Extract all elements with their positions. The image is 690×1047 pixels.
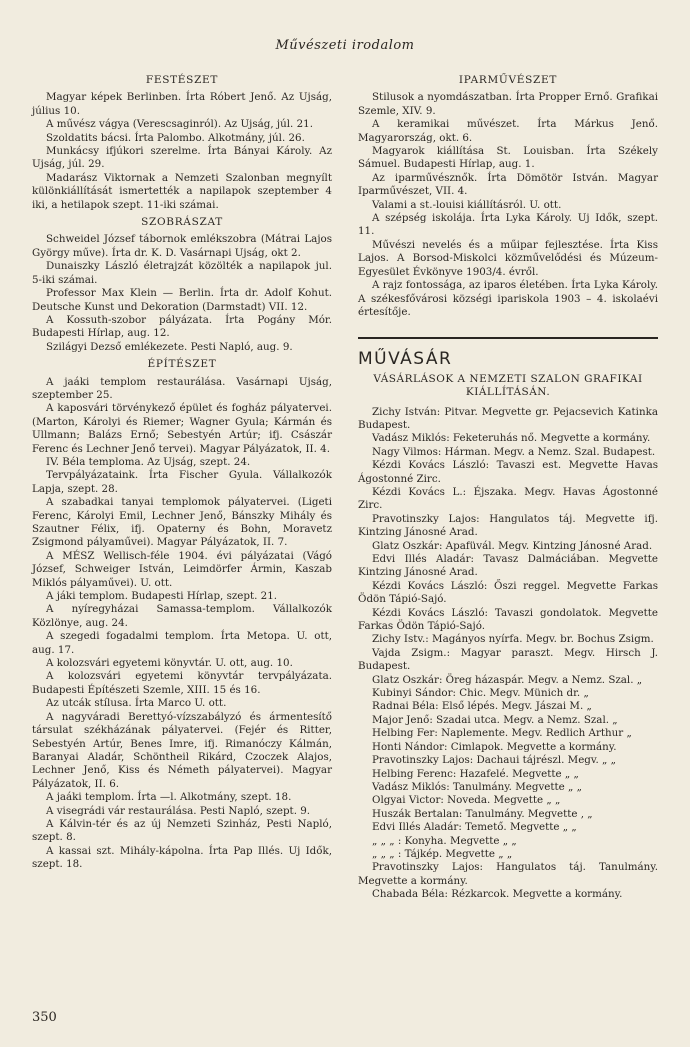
bibliography-entry: A kolozsvári egyetemi könyvtár. U. ott, aug. 10. xyxy=(46,657,293,670)
purchase-entry: Honti Nándor: Cimlapok. Megvette a kormány. xyxy=(372,740,617,753)
purchase-entry: Nagy Vilmos: Hárman. Megv. a Nemz. Szal. Budapest. xyxy=(372,445,656,458)
purchase-entry: Edvi Illés Aladár: Tavasz Dalmáciában. Megvette Kintzing Jánosné Arad. xyxy=(358,553,658,579)
purchase-entry: Glatz Oszkár: Apafüvál. Megv. Kintzing Jánosné Arad. xyxy=(372,539,653,552)
purchase-entry: Kubinyi Sándor: Chic. Megv. Münich dr. „ xyxy=(372,687,589,700)
bibliography-entry: Madarász Viktornak a Nemzeti Szalonban megnyílt különkiállítását ismertették a napilapok szeptember 4 iki, a hetilapok szept. 11-iki számai. xyxy=(32,171,332,211)
left-column xyxy=(32,70,332,872)
purchase-entry: Zichy Istv.: Magányos nyírfa. Megv. br. Bochus Zsigm. xyxy=(372,633,654,646)
bibliography-entry: A rajz fontossága, az iparos életében. Írta Lyka Károly. A székesfővárosi községi ipariskola 1903 – 4. iskolaévi értesítője. xyxy=(358,279,658,318)
purchase-entry: Major Jenő: Szadai utca. Megv. a Nemz. Szal. „ xyxy=(372,713,618,726)
bibliography-entry: Művészi nevelés és a műipar fejlesztése. Írta Kiss Lajos. A Borsod-Miskolci közművelődési és Múzeum-Egyesület Évkönyve 1903/4. évről. xyxy=(358,238,658,278)
bibliography-entry: A visegrádi vár restaurálása. Pesti Napló, szept. 9. xyxy=(46,804,311,817)
bibliography-entry: Az iparművésznők. Írta Dömötör István. Magyar Iparművészet, VII. 4. xyxy=(358,171,658,198)
bibliography-entry: Schweidel József tábornok emlékszobra (Mátrai Lajos György műve). Írta dr. K. D. Vasárnapi Ujság, okt 2. xyxy=(32,233,332,259)
purchase-entry: Helbing Fer: Naplemente. Megv. Redlich Arthur „ xyxy=(372,727,632,740)
bibliography-entry: Tervpályázataink. Írta Fischer Gyula. Vállalkozók Lapja, szept. 28. xyxy=(32,469,332,495)
bibliography-entry: A Kálvin-tér és az új Nemzeti Szinház, Pesti Napló, szept. 8. xyxy=(32,817,332,844)
bibliography-entry: A szegedi fogadalmi templom. Írta Metopa. U. ott, aug. 17. xyxy=(32,630,332,656)
purchase-entry: Kézdi Kovács L.: Éjszaka. Megv. Havas Ágostonné Zirc. xyxy=(358,485,658,512)
purchase-entry: Pravotinszky Lajos: Dachaui tájrészl. Megv. „ „ xyxy=(372,754,616,767)
purchase-entry: Pravotinszky Lajos: Hangulatos táj. Megvette ifj. Kintzing Jánosné Arad. xyxy=(358,512,658,539)
muvasar-heading: MŰVÁSÁR xyxy=(358,349,453,370)
bibliography-entry: Munkácsy ifjúkori szerelme. Írta Bányai Károly. Az Ujság, júl. 29. xyxy=(32,145,332,171)
bibliography-entry: A keramikai művészet. Írta Márkus Jenő. Magyarország, okt. 6. xyxy=(358,118,658,144)
section-heading: ÉPÍTÉSZET xyxy=(147,358,217,371)
bibliography-entry: Az utcák stílusa. Írta Marco U. ott. xyxy=(46,697,227,710)
bibliography-entry: A jaáki templom restaurálása. Vasárnapi Ujság, szeptember 25. xyxy=(32,375,332,401)
bibliography-entry: A kassai szt. Mihály-kápolna. Írta Pap Illés. Uj Idők, szept. 18. xyxy=(32,844,332,871)
purchase-entry: „ „ „ : Tájkép. Megvette „ „ xyxy=(372,847,513,860)
section-heading: SZOBRÁSZAT xyxy=(141,216,223,229)
section-heading: FESTÉSZET xyxy=(145,74,219,86)
purchase-entry: Chabada Béla: Rézkarcok. Megvette a kormány. xyxy=(372,888,623,901)
bibliography-entry: Magyar képek Berlinben. Írta Róbert Jenő. Az Ujság, július 10. xyxy=(32,91,332,117)
section-divider xyxy=(358,337,658,339)
bibliography-entry: Szoldatits bácsi. Írta Palombo. Alkotmány, júl. 26. xyxy=(46,131,305,144)
purchase-entry: Pravotinszky Lajos: Hangulatos táj. Tanulmány. Megvette a kormány. xyxy=(358,861,658,887)
purchase-entry: Glatz Oszkár: Öreg házaspár. Megv. a Nemz. Szal. „ xyxy=(372,673,643,686)
bibliography-entry: Magyarok kiállítása St. Louisban. Írta Székely Sámuel. Budapesti Hírlap, aug. 1. xyxy=(358,145,658,171)
bibliography-entry: Dunaiszky László életrajzát közölték a napilapok jul. 5-iki számai. xyxy=(32,260,332,286)
purchase-entry: Vadász Miklós: Feketeruhás nő. Megvette a kormány. xyxy=(372,432,651,445)
bibliography-entry: Stilusok a nyomdászatban. Írta Propper Ernő. Grafikai Szemle, XIV. 9. xyxy=(358,91,658,117)
bibliography-entry: A jáki templom. Budapesti Hírlap, szept. 21. xyxy=(46,590,278,603)
purchase-entry: Kézdi Kovács László: Őszi reggel. Megvette Farkas Ödön Tápió-Sajó. xyxy=(358,579,658,606)
purchase-entry: Vajda Zsigm.: Magyar paraszt. Megv. Hirsch J. Budapest. xyxy=(358,646,658,673)
purchase-entry: Helbing Ferenc: Hazafelé. Megvette „ „ xyxy=(372,767,579,780)
bibliography-entry: A szabadkai tanyai templomok pályatervei. (Ligeti Ferenc, Károlyi Emil, Lechner Jenő, Bánszky Mihály és Szautner Félix, ifj. Opaterny és Bohn, Moravetz Zsigmond pályaművei). Magyar Pályázatok, II. 7. xyxy=(32,496,332,549)
muvasar-list xyxy=(358,406,658,902)
purchase-entry: Kézdi Kovács László: Tavaszi est. Megvette Havas Ágostonné Zirc. xyxy=(358,459,658,485)
bibliography-entry: A kolozsvári egyetemi könyvtár tervpályázata. Budapesti Építészeti Szemle, XIII. 15 és 16. xyxy=(32,670,332,696)
bibliography-entry: Valami a st.-louisi kiállításról. U. ott. xyxy=(372,198,562,211)
muvasar-subtitle: VÁSÁRLÁSOK A NEMZETI SZALON GRAFIKAI KIÁLLÍTÁSÁN. xyxy=(373,372,643,399)
bibliography-entry: A Kossuth-szobor pályázata. Írta Pogány Mór. Budapesti Hírlap, aug. 12. xyxy=(32,313,332,340)
bibliography-entry: A művész vágya (Verescsaginról). Az Ujság, júl. 21. xyxy=(46,118,313,131)
bibliography-entry: Szilágyi Dezső emlékezete. Pesti Napló, aug. 9. xyxy=(46,340,293,353)
bibliography-entry: A nyíregyházai Samassa-templom. Vállalkozók Közlönye, aug. 24. xyxy=(32,603,332,629)
purchase-entry: Edvi Illés Aladár: Temető. Megvette „ „ xyxy=(372,821,577,834)
bibliography-entry: A MÉSZ Wellisch-féle 1904. évi pályázatai (Vágó József, Schweiger István, Leimdörfer Ármin, Kaszab Miklós pályaművei). U. ott. xyxy=(32,549,332,589)
purchase-entry: Kézdi Kovács László: Tavaszi gondolatok. Megvette Farkas Ödön Tápió-Sajó. xyxy=(358,606,658,633)
bibliography-entry: Professor Max Klein — Berlin. Írta dr. Adolf Kohut. Deutsche Kunst und Dekoration (Darmstadt) VII. 12. xyxy=(32,287,332,313)
bibliography-entry: A jaáki templom. Írta —l. Alkotmány, szept. 18. xyxy=(46,791,292,804)
purchase-entry: Huszák Bertalan: Tanulmány. Megvette , „ xyxy=(372,807,593,820)
purchase-entry: „ „ „ : Konyha. Megvette „ „ xyxy=(372,834,517,847)
page-number: 350 xyxy=(32,1010,57,1025)
running-title: Művészeti irodalom xyxy=(275,38,415,53)
right-column xyxy=(358,70,658,902)
section-heading: IPARMŰVÉSZET xyxy=(458,74,558,86)
bibliography-entry: A szépség iskolája. Írta Lyka Károly. Uj Idők, szept. 11. xyxy=(358,212,658,238)
purchase-entry: Radnai Béla: Első lépés. Megv. Jászai M. „ xyxy=(372,700,592,713)
iparmuveszet-block xyxy=(358,74,658,319)
purchase-entry: Olgyai Victor: Noveda. Megvette „ „ xyxy=(372,794,561,807)
bibliography-entry: A kaposvári törvénykező épület és fogház pályatervei. (Marton, Károlyi és Riemer; Wagner Gyula; Kármán és Ullmann; Balázs Ernő; Sebestyén Artúr; ifj. Császár Ferenc és Lechner Jenő tervei). Magyar Pályázatok, II. 4. xyxy=(32,402,332,455)
bibliography-entry: A nagyváradi Berettyó-vízszabályzó és ármentesítő társulat székházának pályatervei. (Fejér és Ritter, Sebestyén Artúr, Benes Imre, ifj. Rimanóczy Kálmán, Baranyai Aladár, Schöntheil Rikárd, Czoczek Alajos, Lechner Jenő, Kiss és Németh pályatervei). Magyar Pályázatok, II. 6. xyxy=(32,710,332,790)
purchase-entry: Vadász Miklós: Tanulmány. Megvette „ „ xyxy=(372,780,582,793)
purchase-entry: Zichy István: Pitvar. Megvette gr. Pejacsevich Katinka Budapest. xyxy=(358,405,658,431)
bibliography-entry: IV. Béla temploma. Az Ujság, szept. 24. xyxy=(46,455,251,468)
